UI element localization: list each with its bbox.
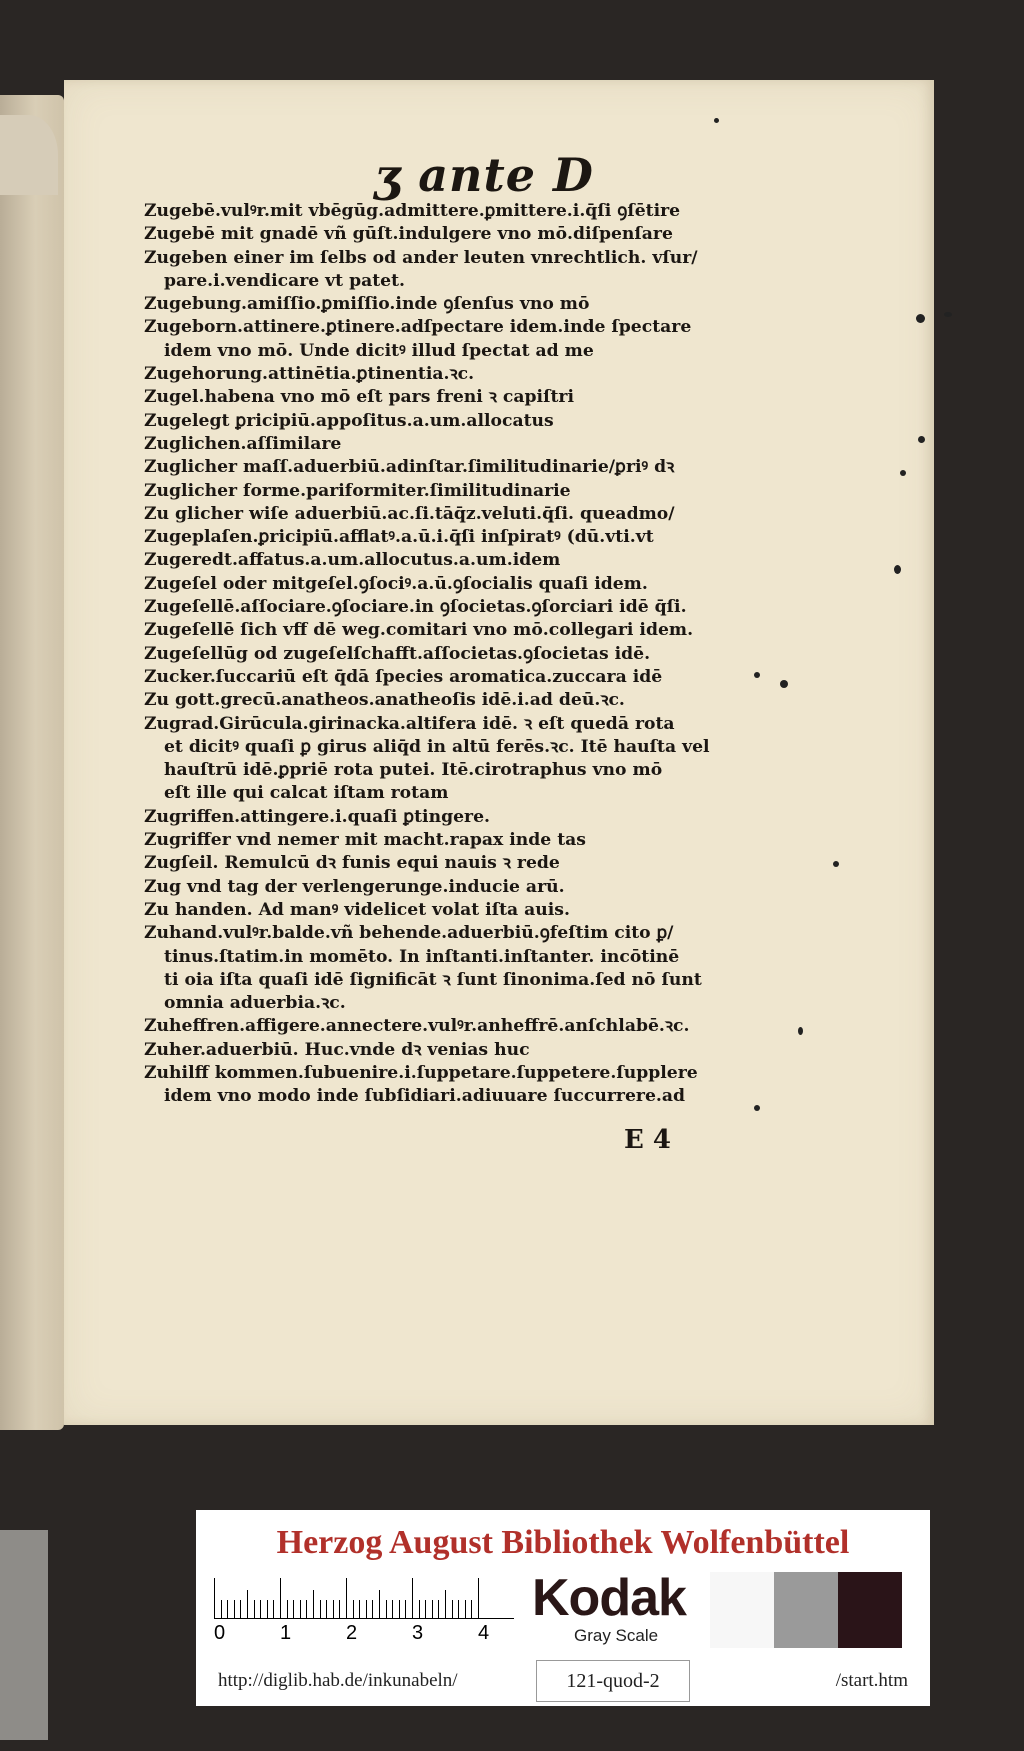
ruler-tick (386, 1600, 387, 1618)
ruler-tick (452, 1600, 453, 1618)
text-line: idem vno modo inde ſubſidiari.adiuuare ſuccurrere.ad (164, 1086, 686, 1107)
ruler-tick (412, 1578, 413, 1618)
text-line: ti oia iſta quaſi idē ſignificāt ꝛ ſunt ſinonima.ſed nō ſunt (164, 969, 702, 990)
ruler-number: 3 (412, 1622, 424, 1644)
ruler-tick (306, 1600, 307, 1618)
ink-spot (780, 680, 788, 688)
text-line: Zugrad.Girūcula.girinacka.altifera idē. ꝛ eſt quedā rota (144, 713, 675, 734)
ruler-tick (478, 1578, 479, 1618)
text-line: Zuhand.vulꝰr.balde.vñ behende.aduerbiū.ꝯfeſtim cito ꝑ/ (144, 923, 674, 944)
gray-swatch (710, 1572, 774, 1648)
text-line: pare.i.vendicare vt patet. (164, 270, 406, 291)
text-line: Zugeborn.attinere.ꝑtinere.adſpectare idem.inde ſpectare (144, 317, 692, 338)
text-line: Zuglicher forme.pariformiter.ſimilitudinarie (144, 480, 571, 501)
ruler-tick (267, 1600, 268, 1618)
ruler-tick (287, 1600, 288, 1618)
text-line: et dicitꝰ quaſi ꝑ girus aliq̄d in altū ferēs.ꝛc. Itē hauſta vel (164, 736, 710, 757)
text-line: eſt ille qui calcat iſtam rotam (164, 783, 449, 804)
text-line: Zu handen. Ad manꝰ videlicet volat iſta auis. (144, 899, 570, 920)
ruler-tick (458, 1600, 459, 1618)
text-line: Zugriffen.attingere.i.quaſi ꝑtingere. (144, 806, 491, 827)
ink-spot (798, 1027, 803, 1035)
text-line: Zugebung.amiſſio.ꝑmiſſio.inde ꝯſenſus vno mō (144, 294, 590, 315)
text-line: Zucker.ſuccariū eſt q̄dā ſpecies aromatica.zuccara idē (144, 666, 663, 687)
ruler-tick (260, 1600, 261, 1618)
text-line: Zugſeil. Remulcū dꝛ funis equi nauis ꝛ rede (144, 853, 560, 874)
ruler-numbers (214, 1622, 514, 1646)
ruler-tick (346, 1578, 347, 1618)
ruler-tick (293, 1600, 294, 1618)
text-line: hauſtrū idē.ꝑpriē rota putei. Itē.cirotraphus vno mō (164, 760, 663, 781)
ruler-number: 2 (346, 1622, 358, 1644)
ink-spot (900, 470, 906, 476)
text-line: Zugeſellūg od zugeſelſchafft.aſſocietas.ꝯſocietas idē. (144, 643, 651, 664)
text-line: Zugebē mit gnadē vñ gūſt.indulgere vno mō.diſpenſare (144, 224, 673, 245)
ruler-tick (425, 1600, 426, 1618)
base-url: http://diglib.hab.de/inkunabeln/ (218, 1670, 458, 1691)
ruler-number: 4 (478, 1622, 490, 1644)
ruler-tick (471, 1600, 472, 1618)
text-line: Zugeſellē ſich vff dē weg.comitari vno mō.collegari idem. (144, 620, 694, 641)
page-heading: ʒ ante D (374, 148, 594, 202)
ruler-tick (320, 1600, 321, 1618)
ink-spot (714, 118, 719, 123)
ink-spot (754, 672, 760, 678)
ruler-tick (372, 1600, 373, 1618)
text-line: Zugeredt.affatus.a.um.allocutus.a.um.idem (144, 550, 561, 571)
ink-spot (754, 1105, 760, 1111)
text-line: Zuher.aduerbiū. Huc.vnde dꝛ venias huc (144, 1039, 530, 1060)
ruler-tick (326, 1600, 327, 1618)
ruler-tick (438, 1600, 439, 1618)
text-line: Zugeſellē.aſſociare.ꝯſociare.in ꝯſocietas.ꝯſorciari idē q̄ſi. (144, 597, 687, 618)
ruler-tick (247, 1590, 248, 1618)
gray-scale-label: Gray Scale (574, 1626, 659, 1645)
ruler-tick (399, 1600, 400, 1618)
library-name: Herzog August Bibliothek Wolfenbüttel (276, 1524, 850, 1561)
ruler-tick (432, 1600, 433, 1618)
gray-swatch (774, 1572, 838, 1648)
scan-reference-card (196, 1510, 930, 1706)
ruler-tick (280, 1578, 281, 1618)
text-line: idem vno mō. Unde dicitꝰ illud ſpectat ad me (164, 340, 594, 361)
gray-swatch (838, 1572, 902, 1648)
book-page (64, 80, 934, 1425)
ruler-tick (273, 1600, 274, 1618)
ink-spot (916, 314, 925, 323)
ruler-tick (405, 1600, 406, 1618)
ink-spot (894, 565, 901, 574)
ruler-tick (234, 1600, 235, 1618)
text-line: Zuhilff kommen.ſubuenire.i.ſuppetare.ſuppetere.ſupplere (144, 1062, 698, 1083)
ruler-tick (359, 1600, 360, 1618)
ruler-tick (339, 1600, 340, 1618)
text-line: Zuheffren.affigere.annectere.vulꝰr.anheffrē.anſchlabē.ꝛc. (144, 1016, 690, 1037)
signature-mark: E 4 (624, 1125, 671, 1155)
ruler-tick (300, 1600, 301, 1618)
ruler-tick (333, 1600, 334, 1618)
text-line: Zugehorung.attinētia.ꝑtinentia.ꝛc. (144, 364, 475, 385)
text-line: Zugeſel oder mitgeſel.ꝯſociꝰ.a.ū.ꝯſocialis quaſi idem. (144, 573, 648, 594)
ruler-tick (465, 1600, 466, 1618)
ruler-tick (353, 1600, 354, 1618)
ruler-tick (392, 1600, 393, 1618)
ruler-tick (419, 1600, 420, 1618)
text-line: Zugel.habena vno mō eſt pars freni ꝛ capiſtri (144, 387, 574, 408)
document-id: 121-quod-2 (536, 1660, 690, 1702)
text-line: tinus.ſtatim.in momēto. In inſtanti.inſtanter. incōtinē (164, 946, 680, 967)
text-line: Zugelegt ꝑricipiū.appoſitus.a.um.allocatus (144, 410, 554, 431)
page-corner (0, 115, 58, 195)
ruler-tick (445, 1590, 446, 1618)
ruler-tick (254, 1600, 255, 1618)
ruler-number: 0 (214, 1622, 226, 1644)
text-line: Zugeplaſen.ꝑricipiū.afflatꝰ.a.ū.i.q̄ſi inſpiratꝰ (dū.vti.vt (144, 527, 654, 548)
url-suffix: /start.htm (835, 1670, 908, 1691)
ruler-tick (366, 1600, 367, 1618)
adjacent-page-edge (0, 95, 64, 1430)
text-block (144, 200, 784, 1109)
ink-spot (918, 436, 925, 443)
text-line: Zugeben einer im ſelbs od ander leuten vnrechtlich. vſur/ (144, 247, 698, 268)
ruler-tick (240, 1600, 241, 1618)
spine-label (0, 1530, 48, 1740)
ruler-tick (379, 1590, 380, 1618)
text-line: Zu glicher wiſe aduerbiū.ac.ſi.tāq̄z.veluti.q̄ſi. queadmo/ (144, 503, 675, 524)
text-line: Zugriffer vnd nemer mit macht.rapax inde tas (144, 830, 586, 851)
ruler-tick (214, 1578, 215, 1618)
ruler-tick (221, 1600, 222, 1618)
text-line: omnia aduerbia.ꝛc. (164, 993, 346, 1014)
text-line: Zuglicher maſſ.aduerbiū.adinſtar.ſimilitudinarie/ꝑriꝰ dꝛ (144, 457, 675, 478)
ruler-tick (227, 1600, 228, 1618)
text-line: Zu gott.grecū.anatheos.anatheoſis idē.i.ad deū.ꝛc. (144, 690, 625, 711)
ink-spot (944, 312, 952, 317)
text-line: Zugebē.vulꝰr.mit vbēgūg.admittere.ꝑmittere.i.q̄ſi ꝯſētire (144, 201, 681, 221)
ruler-number: 1 (280, 1622, 292, 1644)
scale-ruler (214, 1574, 514, 1619)
kodak-logo: Kodak (532, 1569, 686, 1627)
text-line: Zug vnd tag der verlengerunge.inducie arū. (144, 876, 565, 897)
ruler-tick (313, 1590, 314, 1618)
text-line: Zuglichen.aſſimilare (144, 433, 342, 454)
ink-spot (833, 861, 839, 867)
